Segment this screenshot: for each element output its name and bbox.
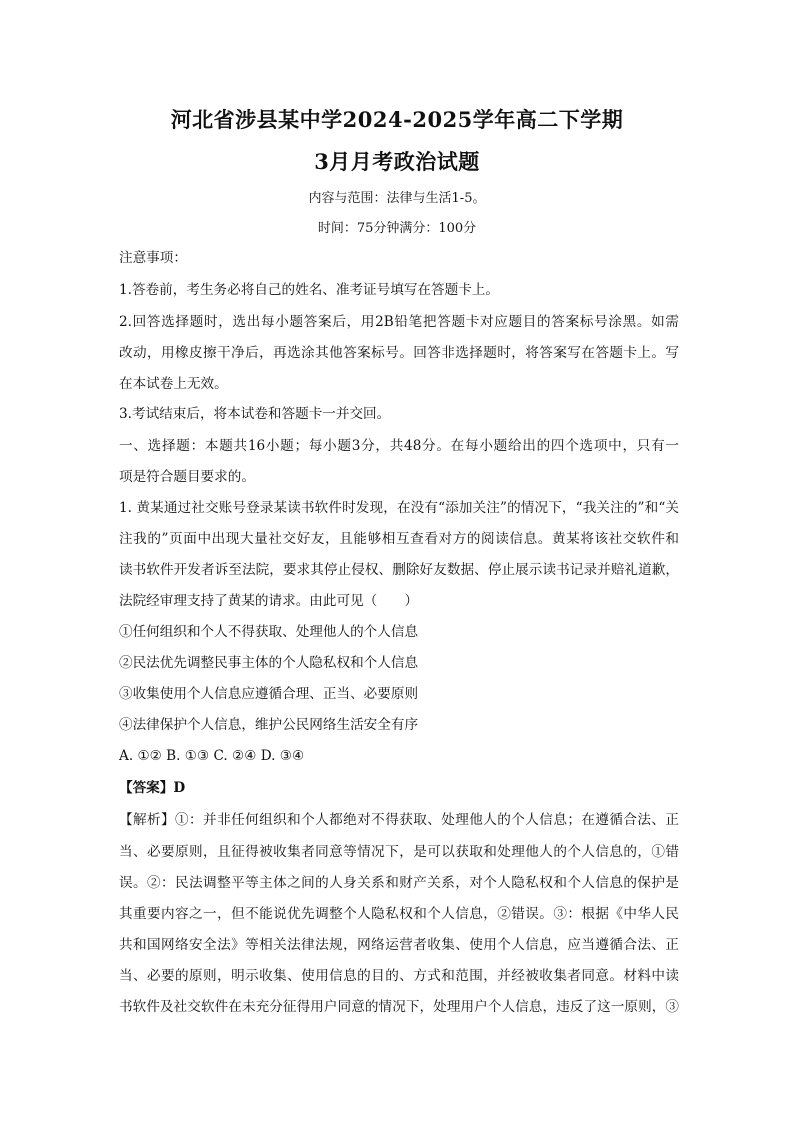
notice-item-2-line1: 2.回答选择题时，选出每小题答案后，用2B铅笔把答题卡对应题目的答案标号涂黑。如需 — [119, 314, 679, 330]
question-stem-line1: 1. 黄某通过社交账号登录某读书软件时发现，在没有“添加关注”的情况下，“我关注的”和“关 — [119, 500, 679, 516]
question-choices: A. ①② B. ①③ C. ②④ D. ③④ — [119, 748, 305, 764]
notice-item-2-line2: 改动，用橡皮擦干净后，再选涂其他答案标号。回答非选择题时，将答案写在答题卡上。写 — [119, 345, 679, 361]
analysis-line7: 书软件及社交软件在未充分征得用户同意的情况下，处理用户个人信息，违反了这一原则，③ — [119, 999, 679, 1015]
question-stem-line2: 注我的”页面中出现大量社交好友，且能够相互查看对方的阅读信息。黄某将该社交软件和 — [119, 531, 679, 547]
exam-subtitle: 3月月考政治试题 — [314, 149, 480, 174]
analysis-line6: 当、必要的原则，明示收集、使用信息的目的、方式和范围，并经被收集者同意。材料中读 — [119, 968, 679, 984]
question-option-1: ①任何组织和个人不得获取、处理他人的个人信息 — [119, 624, 419, 640]
question-stem-line4: 法院经审理支持了黄某的请求。由此可见（ ） — [119, 593, 419, 609]
exam-scope: 内容与范围：法律与生活1-5。 — [308, 191, 486, 206]
analysis-line2: 当、必要原则，且征得被收集者同意等情况下，是可以获取和处理他人的个人信息的，①错 — [119, 844, 679, 860]
notice-heading: 注意事项： — [119, 250, 187, 266]
analysis-line5: 共和国网络安全法》等相关法律法规，网络运营者收集、使用个人信息，应当遵循合法、正 — [119, 937, 679, 953]
analysis-line3: 误。②：民法调整平等主体之间的人身关系和财产关系，对个人隐私权和个人信息的保护是 — [119, 875, 679, 891]
question-stem-line3: 读书软件开发者诉至法院，要求其停止侵权、删除好友数据、停止展示读书记录并赔礼道歉， — [119, 562, 679, 578]
answer-line: 【答案】D — [119, 780, 186, 796]
analysis-line1: 【解析】①：并非任何组织和个人都绝对不得获取、处理他人的个人信息；在遵循合法、正 — [119, 812, 679, 828]
notice-item-1: 1.答卷前，考生务必将自己的姓名、准考证号填写在答题卡上。 — [119, 282, 499, 298]
section-heading-line1: 一、选择题：本题共16小题；每小题3分，共48分。在每小题给出的四个选项中，只有一 — [119, 438, 679, 454]
exam-title: 河北省涉县某中学2024-2025学年高二下学期 — [170, 107, 624, 132]
notice-item-2-line3: 在本试卷上无效。 — [119, 376, 228, 392]
question-option-3: ③收集使用个人信息应遵循合理、正当、必要原则 — [119, 686, 419, 702]
exam-time: 时间：75分钟满分：100分 — [317, 221, 477, 236]
question-option-4: ④法律保护个人信息，维护公民网络生活安全有序 — [119, 717, 419, 733]
section-heading-line2: 项是符合题目要求的。 — [119, 469, 255, 485]
analysis-line4: 其重要内容之一，但不能说优先调整个人隐私权和个人信息，②错误。③：根据《中华人民 — [119, 906, 679, 922]
notice-item-3: 3.考试结束后，将本试卷和答题卡一并交回。 — [119, 406, 391, 422]
question-option-2: ②民法优先调整民事主体的个人隐私权和个人信息 — [119, 655, 419, 671]
